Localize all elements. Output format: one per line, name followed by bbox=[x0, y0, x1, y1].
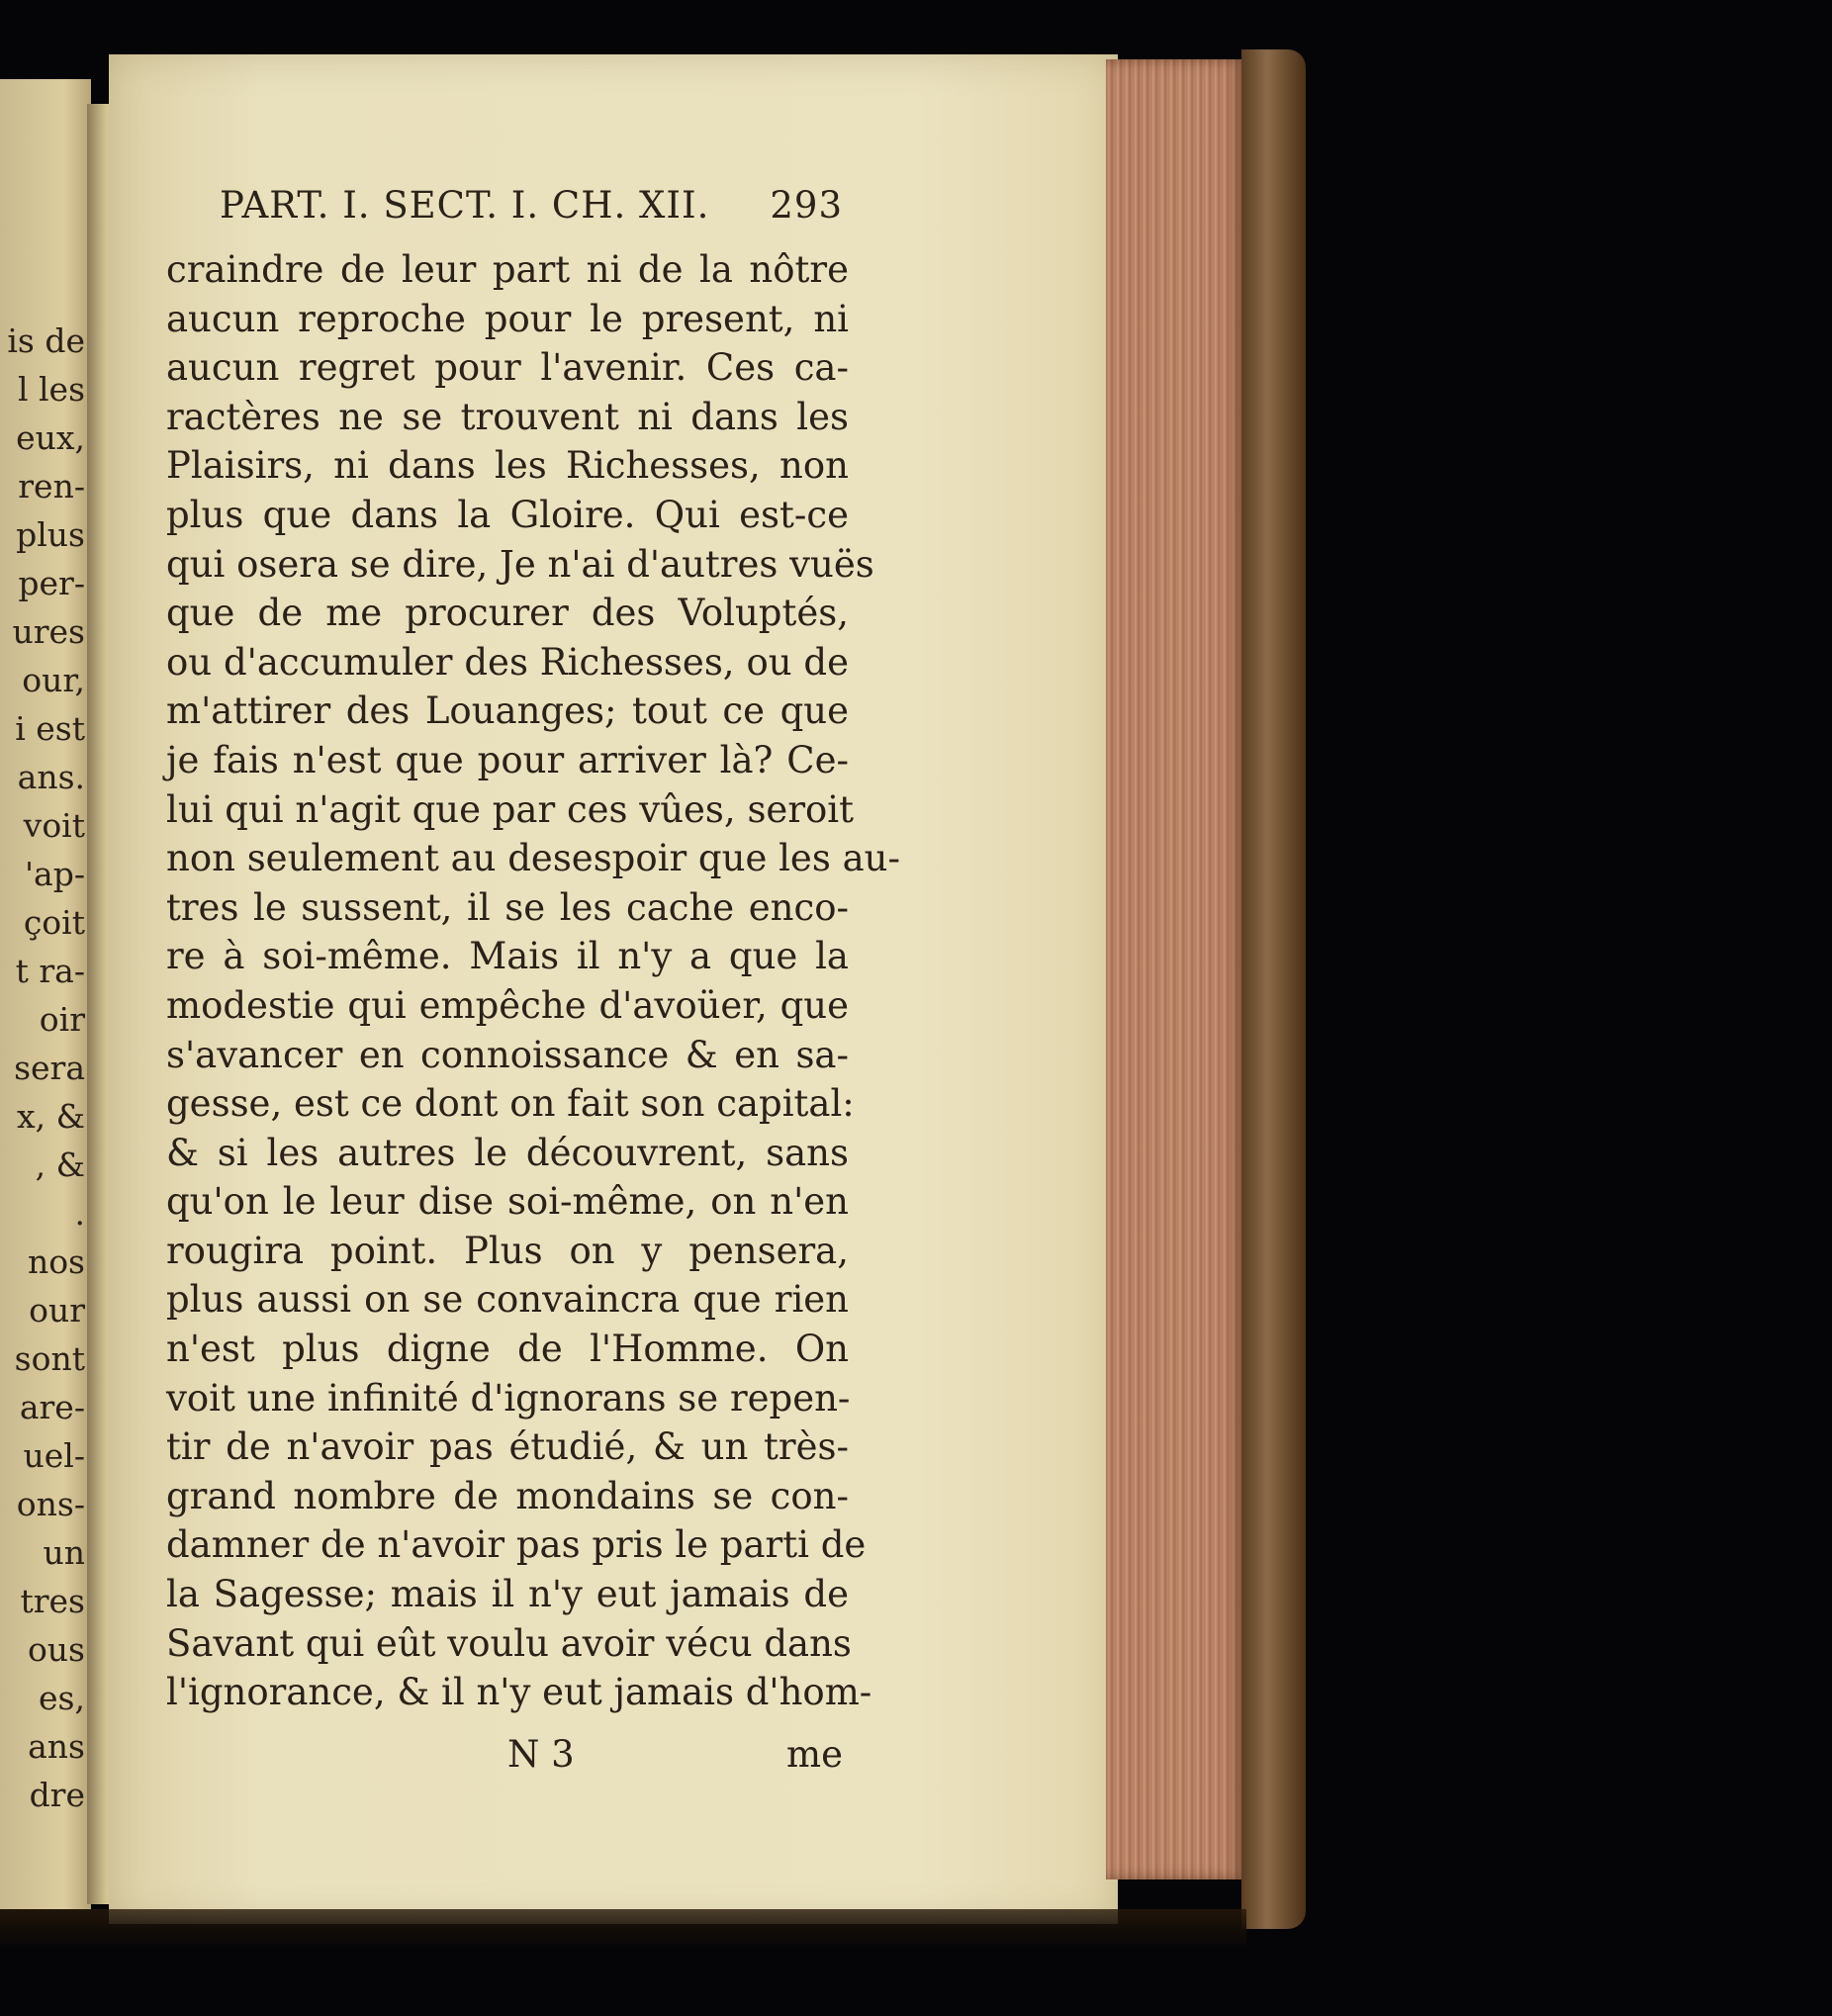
page-number: 293 bbox=[770, 184, 843, 227]
left-page-line: eux, bbox=[16, 418, 85, 457]
left-page-line: our, bbox=[22, 661, 85, 699]
signature-mark: N 3 bbox=[507, 1733, 575, 1776]
text-line: Plaisirs, ni dans les Richesses, non bbox=[166, 444, 849, 488]
left-page-line: ons- bbox=[16, 1485, 85, 1523]
catchword: me bbox=[786, 1733, 843, 1776]
left-page-line: oir bbox=[39, 1000, 85, 1039]
text-line: m'attirer des Louanges; tout ce que bbox=[166, 689, 849, 733]
left-page-line: voit bbox=[23, 806, 85, 845]
left-page-line: plus bbox=[16, 515, 85, 554]
text-line: craindre de leur part ni de la nôtre bbox=[166, 248, 849, 291]
left-page-line: un bbox=[43, 1533, 85, 1572]
book-spine bbox=[1241, 49, 1306, 1929]
left-page-line: es, bbox=[39, 1679, 85, 1717]
text-line: aucun reproche pour le present, ni bbox=[166, 297, 849, 340]
left-page-line: nos bbox=[27, 1242, 85, 1281]
page-footer bbox=[166, 1733, 849, 1783]
left-page bbox=[0, 79, 91, 1909]
left-page-line: uel- bbox=[23, 1436, 85, 1475]
left-page-line: ures bbox=[12, 612, 85, 651]
text-line: gesse, est ce dont on fait son capital: bbox=[166, 1082, 855, 1126]
left-page-line: x, & bbox=[17, 1097, 85, 1136]
text-line: ou d'accumuler des Richesses, ou de bbox=[166, 640, 849, 684]
left-page-line: sont bbox=[14, 1339, 85, 1378]
text-line: plus aussi on se convaincra que rien bbox=[166, 1278, 849, 1322]
left-page-line: t ra- bbox=[15, 952, 85, 990]
left-page-line: are- bbox=[19, 1388, 85, 1426]
text-line: Savant qui eût voulu avoir vécu dans bbox=[166, 1621, 852, 1665]
left-page-line: ous bbox=[27, 1630, 85, 1669]
left-page-line: sera bbox=[14, 1049, 85, 1087]
bottom-shadow bbox=[0, 1909, 1246, 1949]
left-page-line: ren- bbox=[18, 467, 85, 505]
left-page-line: per- bbox=[18, 564, 85, 602]
running-head bbox=[220, 184, 843, 243]
left-page-line: our bbox=[29, 1291, 85, 1329]
page-body bbox=[166, 245, 900, 1717]
text-line: modestie qui empêche d'avoüer, que bbox=[166, 983, 849, 1027]
text-line: ractères ne se trouvent ni dans les bbox=[166, 395, 849, 438]
left-page-line: is de bbox=[7, 321, 85, 360]
left-page-line: tres bbox=[20, 1582, 85, 1620]
text-line: plus que dans la Gloire. Qui est-ce bbox=[166, 493, 849, 536]
left-page-line: 'ap- bbox=[24, 855, 85, 893]
left-page-text bbox=[0, 317, 91, 1819]
text-line: l'ignorance, & il n'y eut jamais d'hom- bbox=[166, 1671, 872, 1714]
left-page-line: dre bbox=[29, 1776, 85, 1814]
left-page-line: i est bbox=[15, 709, 85, 748]
text-line: lui qui n'agit que par ces vûes, seroit bbox=[166, 787, 854, 831]
left-page-line: , & bbox=[35, 1145, 85, 1184]
text-line: n'est plus digne de l'Homme. On bbox=[166, 1328, 849, 1371]
text-line: qui osera se dire, Je n'ai d'autres vuës bbox=[166, 542, 874, 586]
text-line: qu'on le leur dise soi-même, on n'en bbox=[166, 1180, 849, 1224]
text-line: voit une infinité d'ignorans se repen- bbox=[166, 1376, 851, 1420]
text-line: la Sagesse; mais il n'y eut jamais de bbox=[166, 1573, 849, 1616]
text-line: grand nombre de mondains se con- bbox=[166, 1474, 849, 1517]
text-line: & si les autres le découvrent, sans bbox=[166, 1131, 849, 1174]
page-edges bbox=[1106, 59, 1244, 1879]
text-line: s'avancer en connoissance & en sa- bbox=[166, 1033, 849, 1076]
left-page-line: ans bbox=[28, 1727, 85, 1766]
text-line: tir de n'avoir pas étudié, & un très- bbox=[166, 1425, 849, 1469]
text-line: re à soi-même. Mais il n'y a que la bbox=[166, 935, 849, 978]
text-line: aucun regret pour l'avenir. Ces ca- bbox=[166, 346, 849, 390]
text-line: non seulement au desespoir que les au- bbox=[166, 837, 900, 880]
text-line: rougira point. Plus on y pensera, bbox=[166, 1229, 849, 1272]
text-line: je fais n'est que pour arriver là? Ce- bbox=[166, 738, 849, 781]
left-page-line: . bbox=[74, 1194, 85, 1233]
text-line: que de me procurer des Voluptés, bbox=[166, 592, 849, 635]
left-page-line: l les bbox=[17, 370, 85, 409]
text-line: tres le sussent, il se les cache enco- bbox=[166, 885, 849, 929]
left-page-line: ans. bbox=[17, 758, 85, 796]
left-page-line: çoit bbox=[23, 903, 85, 942]
text-line: damner de n'avoir pas pris le parti de bbox=[166, 1523, 867, 1567]
running-head-title: PART. I. SECT. I. CH. XII. bbox=[220, 184, 710, 227]
